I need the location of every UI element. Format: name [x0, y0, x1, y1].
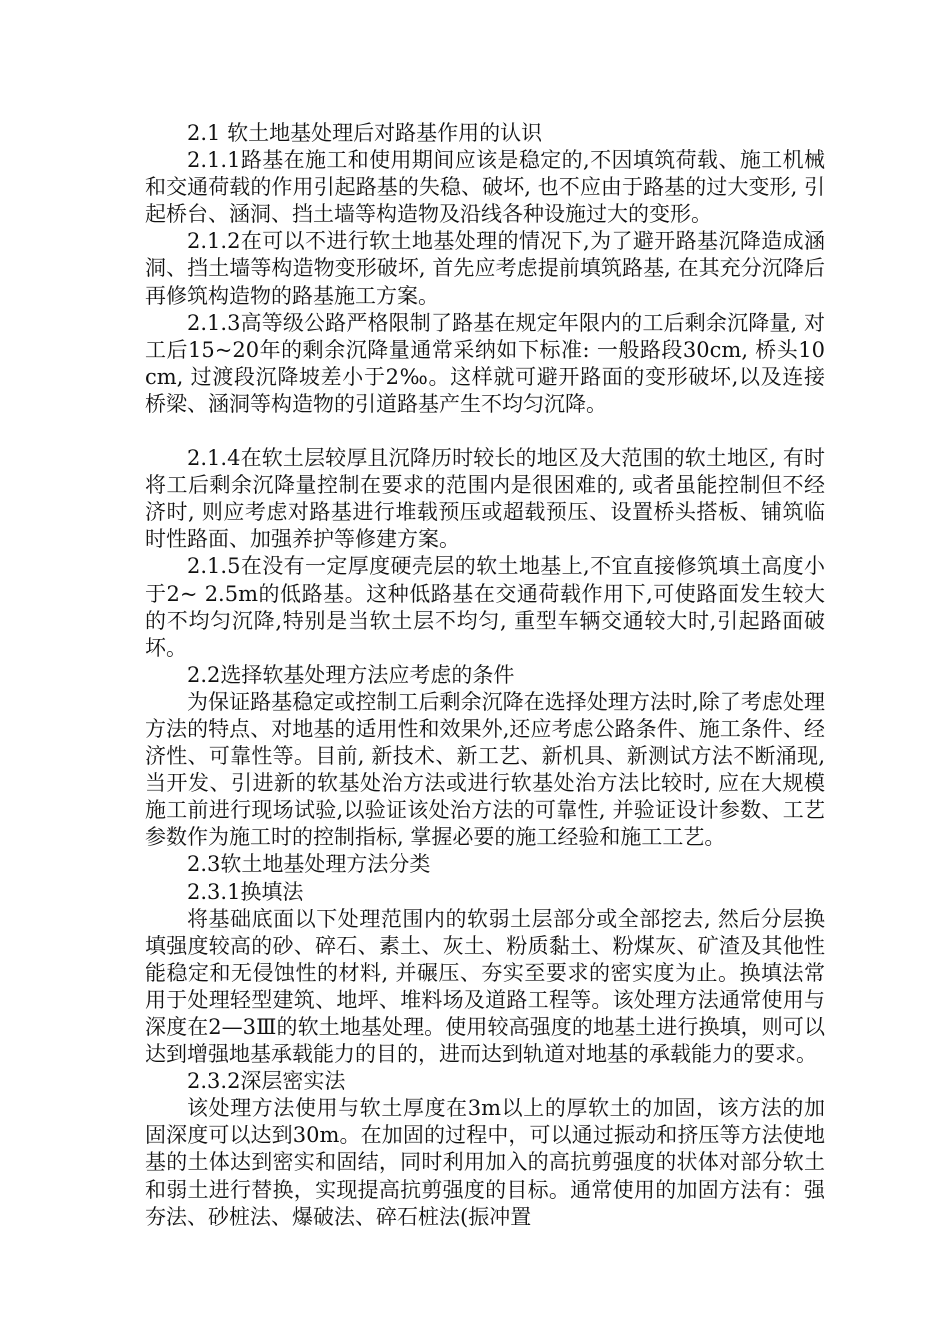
paragraph-2-1-2: 2.1.2在可以不进行软土地基处理的情况下,为了避开路基沉降造成涵洞、挡土墙等构造物变形破坏, 首先应考虑提前填筑路基, 在其充分沉降后再修筑构造物的路基施工方案。 — [145, 229, 825, 308]
paragraph-2-2-body: 为保证路基稳定或控制工后剩余沉降在选择处理方法时,除了考虑处理方法的特点、对地基的适用性和效果外,还应考虑公路条件、施工条件、经济性、可靠性等。目前, 新技术、新工艺、新机具、新测试方法不断涌现,当开发、引进新的软基处治方法或进行软基处治方法比较时, 应在大规模施工前进行现场试验,以验证该处治方法的可靠性, 并验证设计参数、工艺参数作为施工时的控制指标, 掌握必要的施工经验和施工工艺。 — [145, 689, 825, 850]
subsection-heading-2-3-1: 2.3.1换填法 — [187, 879, 304, 904]
section-heading-2-1: 2.1 软土地基处理后对路基作用的认识 — [187, 121, 543, 145]
paragraph-2-1-1: 2.1.1路基在施工和使用期间应该是稳定的,不因填筑荷载、施工机械和交通荷载的作用引起路基的失稳、破坏, 也不应由于路基的过大变形, 引起桥台、涵洞、挡土墙等构造物及沿线各种设施过大的变形。 — [145, 148, 825, 227]
paragraph-2-1-5: 2.1.5在没有一定厚度硬壳层的软土地基上,不宜直接修筑填土高度小于2~ 2.5m的低路基。这种低路基在交通荷载作用下,可使路面发生较大的不均匀沉降,特别是当软土层不均匀, 重型车辆交通较大时,引起路面破坏。 — [145, 554, 825, 660]
subsection-heading-2-3-2: 2.3.2深层密实法 — [187, 1069, 346, 1094]
document-page — [145, 120, 825, 1231]
section-heading-2-3: 2.3软土地基处理方法分类 — [187, 852, 431, 877]
paragraph-2-1-3: 2.1.3高等级公路严格限制了路基在规定年限内的工后剩余沉降量, 对工后15~20年的剩余沉降量通常采纳如下标准: 一般路段30cm, 桥头10 cm, 过渡段沉降坡差小于2‰。这样就可避开路面的变形破坏,以及连接桥梁、涵洞等构造物的引道路基产生不均匀沉降。 — [145, 310, 825, 416]
section-heading-2-2: 2.2选择软基处理方法应考虑的条件 — [187, 662, 515, 687]
paragraph-2-3-2-body: 该处理方法使用与软土厚度在3m以上的厚软土的加固，该方法的加固深度可以达到30m。在加固的过程中，可以通过振动和挤压等方法使地基的土体达到密实和固结，同时利用加入的高抗剪强度的状体对部分软土和弱土进行替换，实现提高抗剪强度的目标。通常使用的加固方法有：强夯法、砂桩法、爆破法、碎石桩法(振冲置 — [145, 1096, 825, 1229]
paragraph-2-3-1-body: 将基础底面以下处理范围内的软弱土层部分或全部挖去, 然后分层换填强度较高的砂、碎石、素土、灰土、粉质黏土、粉煤灰、矿渣及其他性能稳定和无侵蚀性的材料, 并碾压、夯实至要求的密实度为止。换填法常用于处理轻型建筑、地坪、堆料场及道路工程等。该处理方法通常使用与深度在2—3Ⅲ的软土地基处理。使用较高强度的地基土进行换填，则可以达到增强地基承载能力的目的，进而达到轨道对地基的承载能力的要求。 — [145, 906, 825, 1067]
paragraph-2-1-4: 2.1.4在软土层较厚且沉降历时较长的地区及大范围的软土地区, 有时将工后剩余沉降量控制在要求的范围内是很困难的, 或者虽能控制但不经济时, 则应考虑对路基进行堆载预压或超载预压、设置桥头搭板、铺筑临时性路面、加强养护等修建方案。 — [145, 446, 825, 552]
blank-line — [145, 418, 825, 445]
